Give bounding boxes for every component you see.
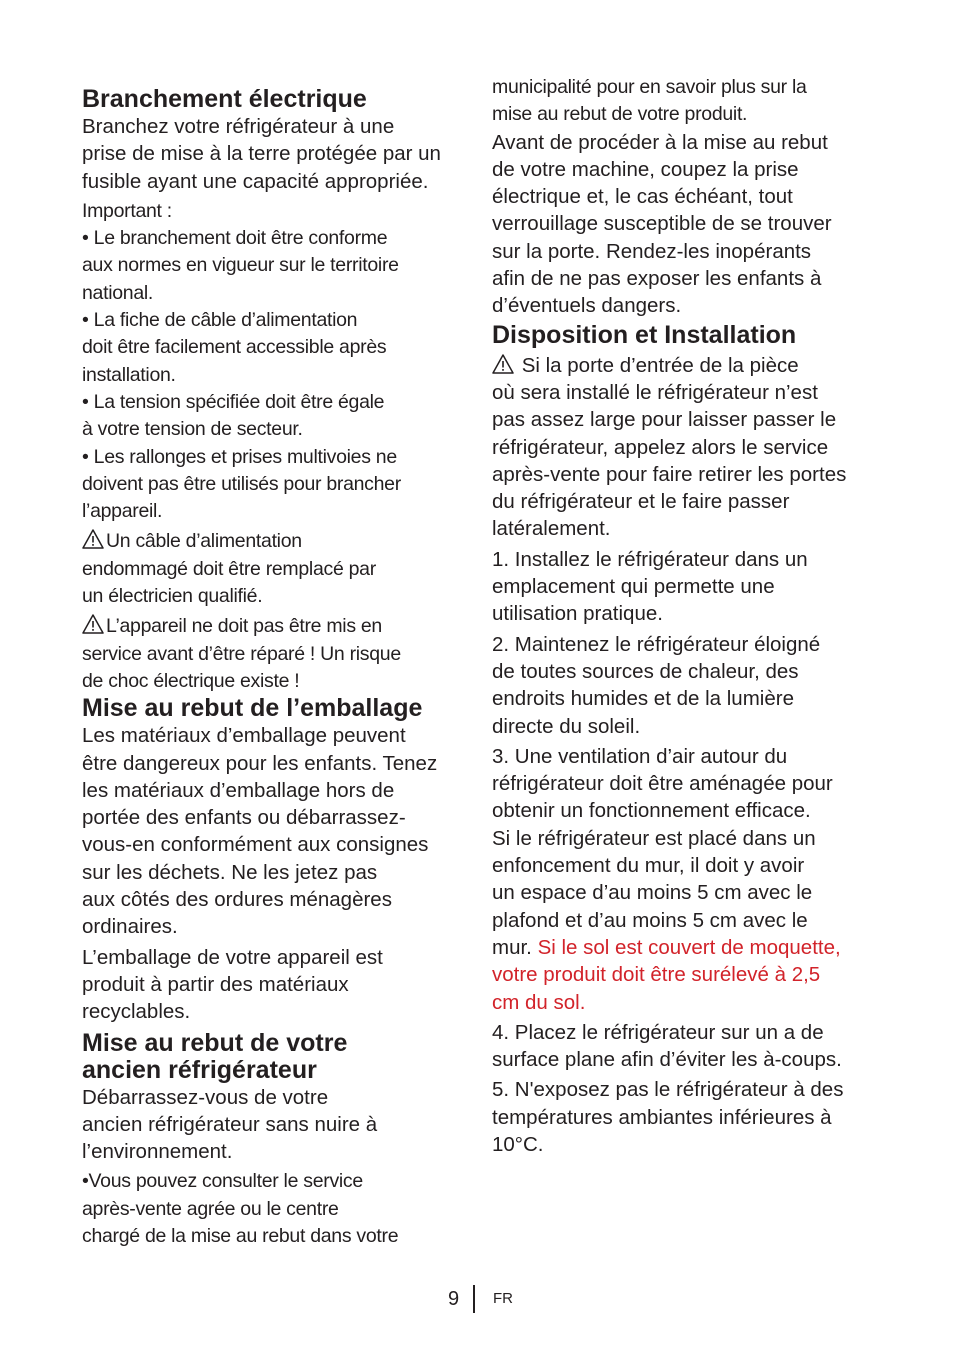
text-line: un espace d’au moins 5 cm avec le — [492, 881, 813, 905]
text-line: sur la porte. Rendez-les inopérants — [492, 239, 812, 263]
important-label: Important : — [82, 199, 172, 222]
left-column — [82, 74, 472, 1250]
step-5 — [492, 1076, 877, 1158]
step-4 — [492, 1019, 877, 1074]
text-line: températures ambiantes inférieures à — [492, 1105, 832, 1129]
carpet-warning-text: Si le sol est couvert de moquette, — [537, 935, 841, 959]
text-line: aux normes en vigueur sur le territoire — [82, 254, 399, 277]
text-line: mise au rebut de votre produit. — [492, 103, 748, 126]
text-line: service avant d’être réparé ! Un risque — [82, 642, 401, 665]
text-line: réfrigérateur doit être aménagée pour — [492, 772, 833, 796]
text-line: Débarrassez-vous de votre — [82, 1085, 329, 1109]
text-line: Si la porte d’entrée de la pièce — [521, 353, 799, 377]
language-code: FR — [493, 1290, 513, 1307]
heading-ancien-refrigerateur — [82, 1030, 472, 1084]
text-line: • La fiche de câble d’alimentation — [82, 309, 358, 332]
text-line: enfoncement du mur, il doit y avoir — [492, 854, 805, 878]
warning-triangle-icon — [82, 614, 104, 634]
text-line: mur. — [492, 935, 532, 959]
branchement-paragraph — [82, 113, 472, 195]
text-line: Branchez votre réfrigérateur à une — [82, 115, 395, 138]
text-line: Un câble d’alimentation — [106, 530, 302, 553]
text-line: après-vente pour faire retirer les portes — [492, 462, 847, 486]
text-line: Si le réfrigérateur est placé dans un — [492, 826, 816, 850]
text-line: 1. Installez le réfrigérateur dans un — [492, 547, 808, 571]
text-line: ancien réfrigérateur — [82, 1055, 317, 1084]
text-line: chargé de la mise au rebut dans votre — [82, 1224, 399, 1247]
text-line: produit à partir des matériaux — [82, 972, 349, 996]
text-line: pas assez large pour laisser passer le — [492, 408, 837, 432]
text-line: ordinaires. — [82, 915, 178, 939]
text-line: national. — [82, 281, 154, 304]
page-footer — [0, 1285, 954, 1315]
right-column — [492, 74, 877, 1158]
text-line: L’emballage de votre appareil est — [82, 945, 383, 969]
text-line: 2. Maintenez le réfrigérateur éloigné — [492, 632, 821, 656]
text-line: 4. Placez le réfrigérateur sur un a de — [492, 1020, 824, 1044]
text-line: • Les rallonges et prises multivoies ne — [82, 445, 397, 468]
text-line: l’appareil. — [82, 500, 163, 523]
carpet-warning-text: cm du sol. — [492, 990, 586, 1014]
text-line: vous-en conformément aux consignes — [82, 833, 429, 857]
text-line: latéralement. — [492, 517, 611, 541]
text-line: Avant de procéder à la mise au rebut — [492, 130, 828, 154]
carpet-warning-text: votre produit doit être surélevé à 2,5 — [492, 963, 821, 987]
text-line: de toutes sources de chaleur, des — [492, 659, 799, 683]
text-line: aux côtés des ordures ménagères — [82, 888, 392, 912]
text-line: les matériaux d’emballage hors de — [82, 778, 395, 802]
text-line: • Le branchement doit être conforme — [82, 227, 388, 250]
text-line: directe du soleil. — [492, 714, 641, 738]
text-line: être dangereux pour les enfants. Tenez — [82, 751, 438, 775]
text-line: verrouillage susceptible de se trouver — [492, 212, 832, 236]
ancien-paragraph — [82, 1084, 472, 1166]
text-line: surface plane afin d’éviter les à-coups. — [492, 1048, 842, 1072]
text-line: 10°C. — [492, 1132, 544, 1156]
warning-damaged-cable — [82, 528, 472, 610]
text-line: utilisation pratique. — [492, 602, 663, 626]
text-line: doivent pas être utilisés pour brancher — [82, 472, 401, 495]
text-line: fusible ayant une capacité appropriée. — [82, 169, 429, 193]
text-line: •Vous pouvez consulter le service — [82, 1170, 363, 1193]
text-line: installation. — [82, 363, 176, 386]
warning-door-width — [492, 352, 877, 543]
warning-triangle-icon — [492, 354, 514, 374]
text-line: d’éventuels dangers. — [492, 294, 682, 318]
text-line: après-vente agrée ou le centre — [82, 1197, 339, 1220]
text-line: sur les déchets. Ne les jetez pas — [82, 860, 378, 884]
ancien-bullet — [82, 1168, 472, 1250]
text-line: Les matériaux d’emballage peuvent — [82, 724, 406, 748]
heading-disposition: Disposition et Installation — [492, 320, 797, 349]
emballage-paragraph — [82, 722, 472, 940]
heading-emballage: Mise au rebut de l’emballage — [82, 694, 423, 723]
text-line: 5. N'exposez pas le réfrigérateur à des — [492, 1078, 844, 1102]
text-line: un électricien qualifié. — [82, 585, 263, 608]
text-line: ancien réfrigérateur sans nuire à — [82, 1112, 378, 1136]
bullet-voltage — [82, 389, 472, 444]
text-line: où sera installé le réfrigérateur n’est — [492, 380, 818, 404]
bullet-extensions — [82, 444, 472, 526]
text-line: recyclables. — [82, 1000, 191, 1024]
text-line: afin de ne pas exposer les enfants à — [492, 267, 822, 291]
continuation-paragraph — [492, 74, 877, 129]
text-line: 3. Une ventilation d’air autour du — [492, 744, 788, 768]
step-1 — [492, 546, 877, 628]
page-number: 9 — [448, 1288, 460, 1310]
heading-branchement: Branchement électrique — [82, 85, 367, 113]
warning-triangle-icon — [82, 529, 104, 549]
text-line: de choc électrique existe ! — [82, 669, 300, 692]
text-line: l’environnement. — [82, 1140, 233, 1164]
text-line: emplacement qui permette une — [492, 575, 775, 599]
text-line: électrique et, le cas échéant, tout — [492, 185, 793, 209]
text-line: plafond et d’au moins 5 cm avec le — [492, 908, 808, 932]
warning-repair — [82, 613, 472, 695]
text-line: du réfrigérateur et le faire passer — [492, 490, 790, 514]
text-line: • La tension spécifiée doit être égale — [82, 390, 385, 413]
text-line: prise de mise à la terre protégée par un — [82, 142, 441, 166]
text-line: endroits humides et de la lumière — [492, 687, 794, 711]
footer-divider — [473, 1285, 475, 1313]
text-line: doit être facilement accessible après — [82, 336, 387, 359]
bullet-plug-access — [82, 307, 472, 389]
step-3 — [492, 743, 877, 1016]
text-line: L’appareil ne doit pas être mis en — [106, 615, 382, 638]
text-line: réfrigérateur, appelez alors le service — [492, 435, 829, 459]
text-line: à votre tension de secteur. — [82, 418, 303, 441]
text-line: de votre machine, coupez la prise — [492, 157, 799, 181]
emballage-recyclable-paragraph — [82, 944, 472, 1026]
text-line: portée des enfants ou débarrassez- — [82, 806, 406, 830]
bullet-conformity — [82, 225, 472, 307]
text-line: endommagé doit être remplacé par — [82, 557, 376, 580]
unplug-paragraph — [492, 129, 877, 320]
text-line: municipalité pour en savoir plus sur la — [492, 76, 807, 98]
text-line: obtenir un fonctionnement efficace. — [492, 799, 811, 823]
text-line: Mise au rebut de votre — [82, 1028, 348, 1057]
step-2 — [492, 631, 877, 740]
